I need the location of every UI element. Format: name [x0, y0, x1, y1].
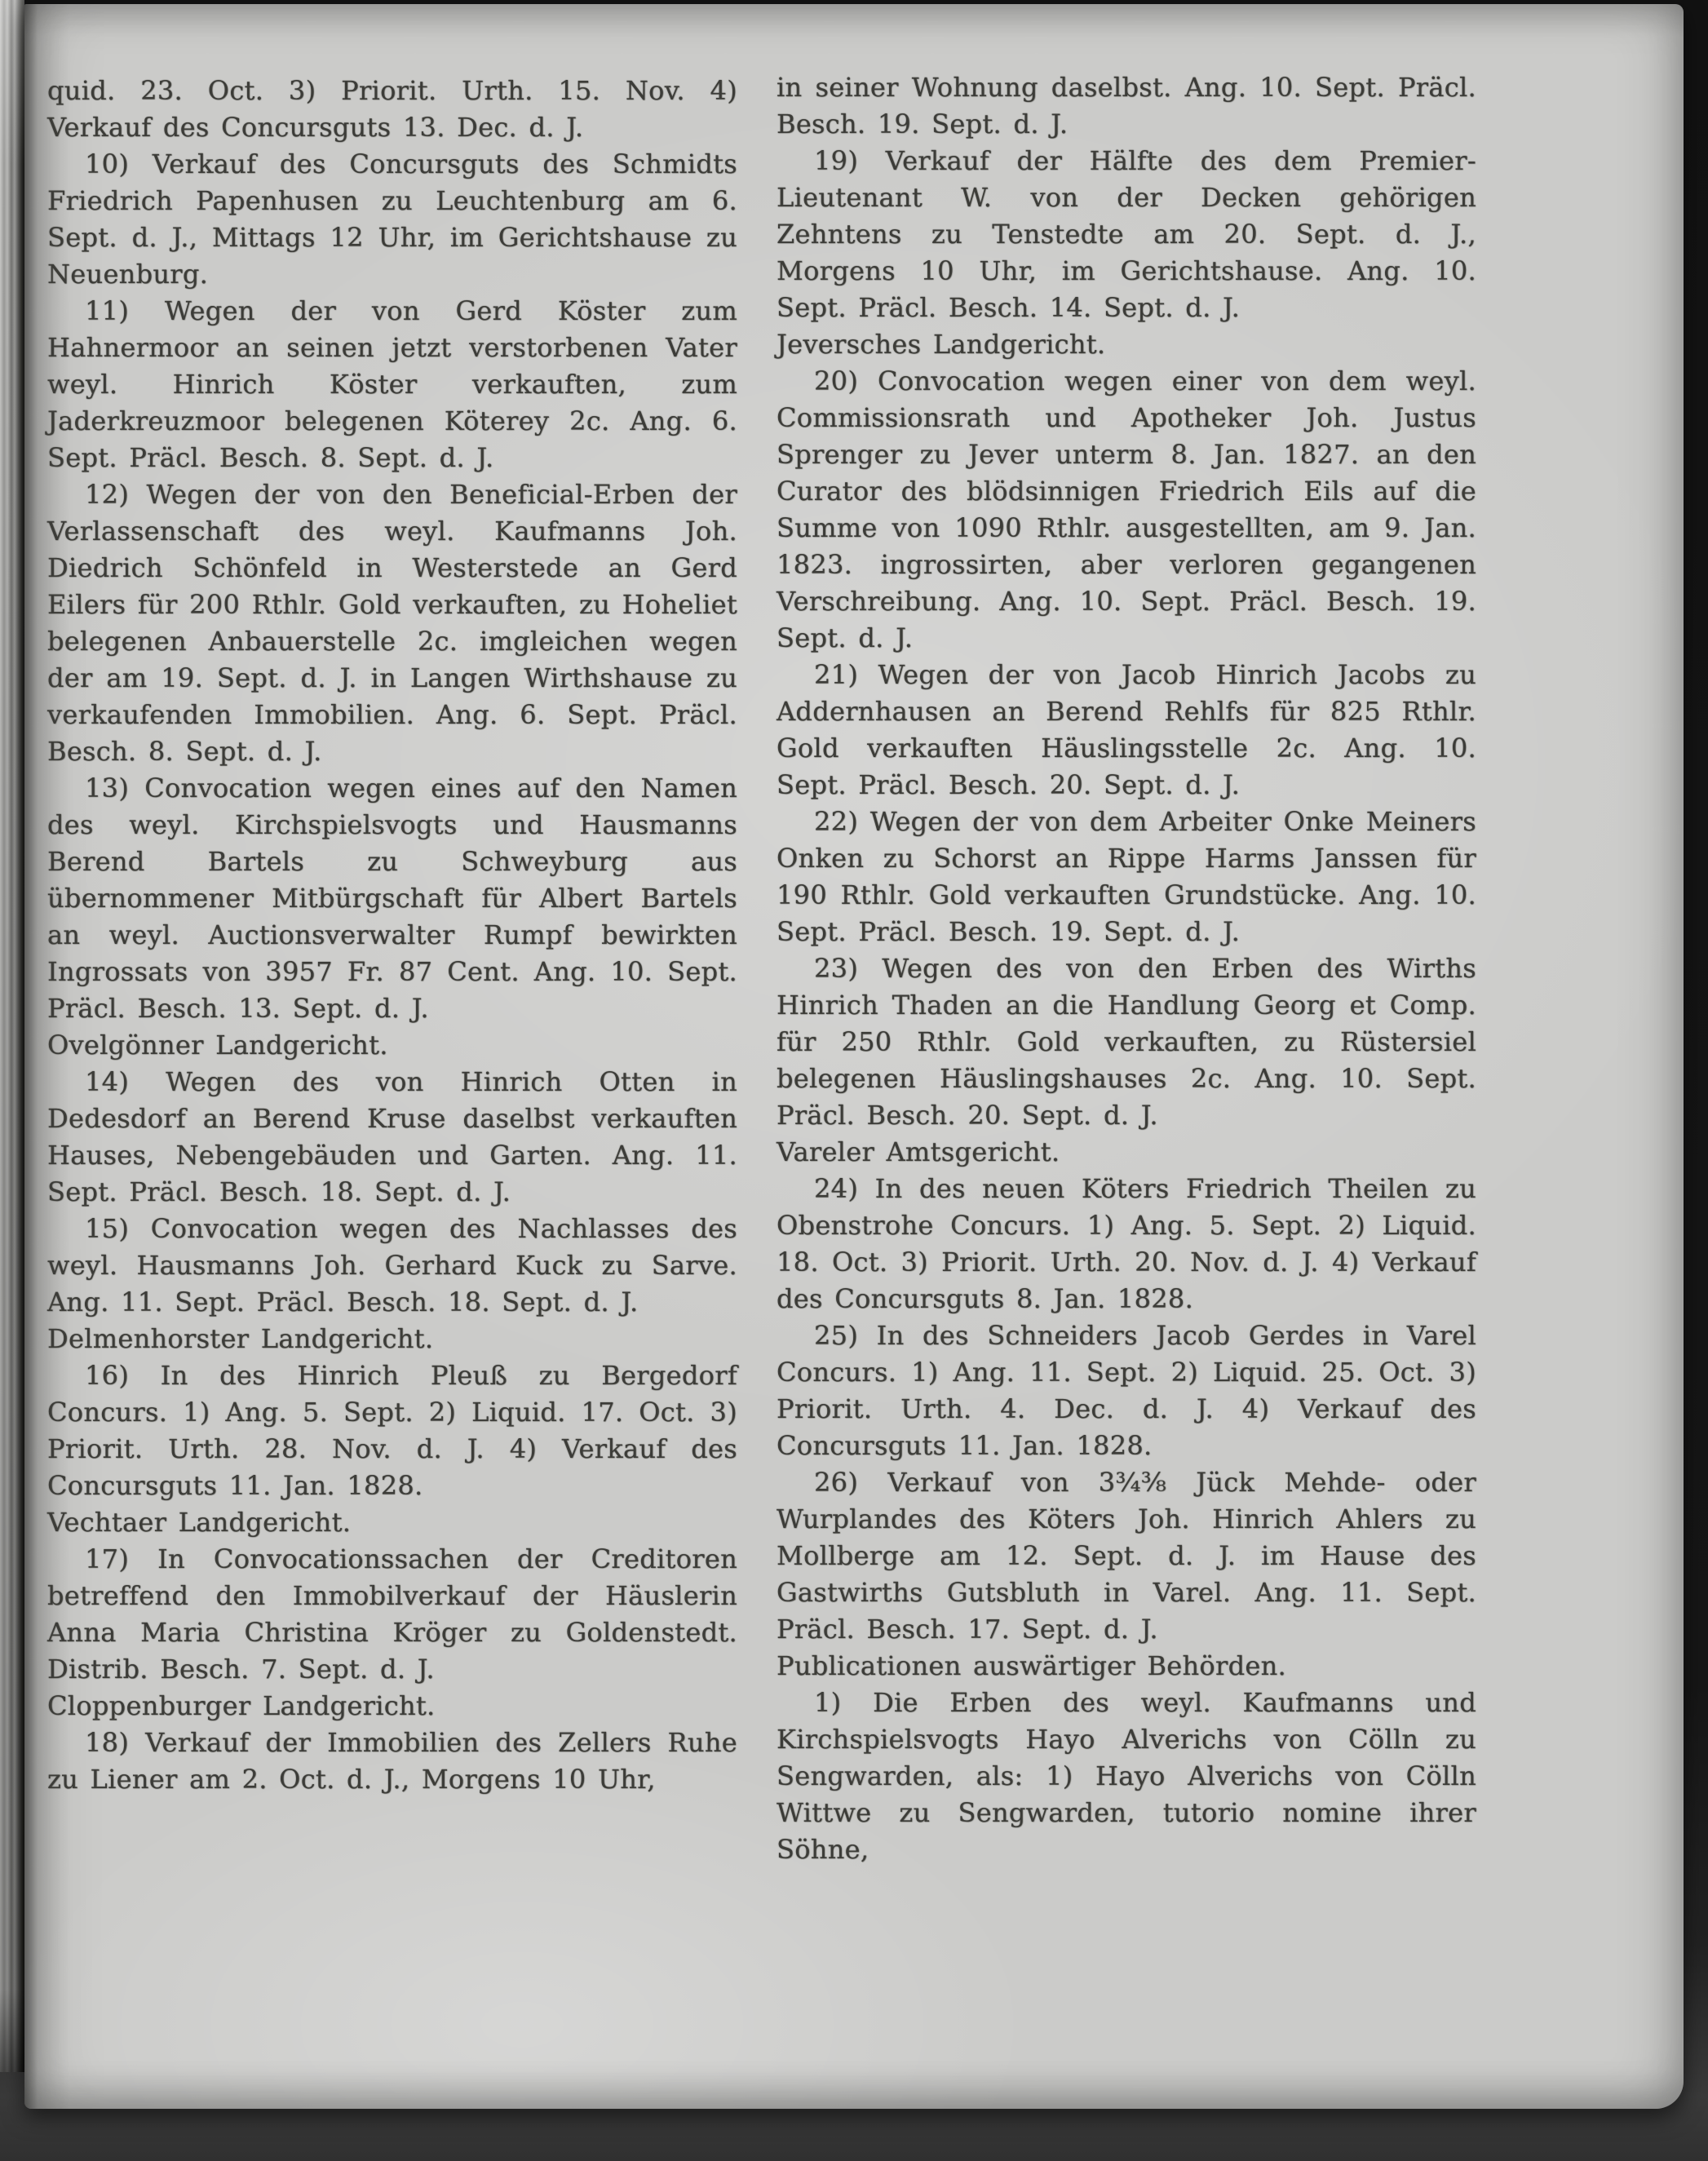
notice-paragraph: 22) Wegen der von dem Arbeiter Onke Meiners Onken zu Schorst an Rippe Harms Janssen für 190 Rthlr. Gold verkauften Grundstücke. Ang. 10. Sept. Präcl. Besch. 19. Sept. d. J. — [777, 806, 1476, 947]
court-heading: Vareler Amtsgericht. — [777, 1136, 1060, 1167]
notice-paragraph: 20) Convocation wegen einer von dem weyl. Commissionsrath und Apotheker Joh. Justus Sprenger zu Jever unterm 8. Jan. 1827. an den Curator des blödsinnigen Friedrich Eils auf die Summe von 1090 Rthlr. ausgestellten, am 9. Jan. 1823. ingrossirten, aber verloren gegangenen Verschreibung. Ang. 10. Sept. Präcl. Besch. 19. Sept. d. J. — [777, 365, 1476, 653]
court-heading: Jeversches Landgericht. — [777, 329, 1106, 360]
notice-paragraph: 16) In des Hinrich Pleuß zu Bergedorf Concurs. 1) Ang. 5. Sept. 2) Liquid. 17. Oct. 3) Priorit. Urth. 28. Nov. d. J. 4) Verkauf des Concursguts 11. Jan. 1828. — [47, 1360, 737, 1501]
court-heading: Ovelgönner Landgericht. — [47, 1030, 388, 1061]
notice-paragraph: 12) Wegen der von den Beneficial-Erben der Verlassenschaft des weyl. Kaufmanns Joh. Diedrich Schönfeld in Westerstede an Gerd Eilers für 200 Rthlr. Gold verkauften, zu Hoheliet belegenen Anbauerstelle 2c. imgleichen wegen der am 19. Sept. d. J. in Langen Wirthshause zu verkaufenden Immobilien. Ang. 6. Sept. Präcl. Besch. 8. Sept. d. J. — [47, 479, 737, 767]
notice-paragraph: 21) Wegen der von Jacob Hinrich Jacobs zu Addernhausen an Berend Rehlfs für 825 Rthlr. Gold verkauften Häuslingsstelle 2c. Ang. 10. Sept. Präcl. Besch. 20. Sept. d. J. — [777, 659, 1476, 800]
notice-paragraph: 25) In des Schneiders Jacob Gerdes in Varel Concurs. 1) Ang. 11. Sept. 2) Liquid. 25. Oct. 3) Priorit. Urth. 4. Dec. d. J. 4) Verkauf des Concursguts 11. Jan. 1828. — [777, 1320, 1476, 1461]
court-heading: Vechtaer Landgericht. — [47, 1507, 352, 1538]
left-text-column — [47, 73, 737, 1798]
court-heading: Delmenhorster Landgericht. — [47, 1323, 434, 1354]
notice-paragraph: 23) Wegen des von den Erben des Wirths Hinrich Thaden an die Handlung Georg et Comp. für 250 Rthlr. Gold verkauften, zu Rüstersiel belegenen Häuslingshauses 2c. Ang. 10. Sept. Präcl. Besch. 20. Sept. d. J. — [777, 953, 1476, 1131]
notice-paragraph: 26) Verkauf von 3¾⅜ Jück Mehde- oder Wurplandes des Köters Joh. Hinrich Ahlers zu Mollberge am 12. Sept. d. J. im Hause des Gastwirths Gutsbluth in Varel. Ang. 11. Sept. Präcl. Besch. 17. Sept. d. J. — [777, 1467, 1476, 1645]
notice-paragraph: 19) Verkauf der Hälfte des dem Premier-Lieutenant W. von der Decken gehörigen Zehntens zu Tenstedte am 20. Sept. d. J., Morgens 10 Uhr, im Gerichtshause. Ang. 10. Sept. Präcl. Besch. 14. Sept. d. J. — [777, 145, 1476, 323]
notice-paragraph: 11) Wegen der von Gerd Köster zum Hahnermoor an seinen jetzt verstorbenen Vater weyl. Hinrich Köster verkauften, zum Jaderkreuzmoor belegenen Köterey 2c. Ang. 6. Sept. Präcl. Besch. 8. Sept. d. J. — [47, 295, 737, 473]
right-text-column — [777, 69, 1476, 1868]
continuation-paragraph: in seiner Wohnung daselbst. Ang. 10. Sept. Präcl. Besch. 19. Sept. d. J. — [777, 72, 1476, 139]
book-spine-page-edges — [0, 0, 24, 2072]
court-heading: Cloppenburger Landgericht. — [47, 1690, 436, 1721]
notice-paragraph: 15) Convocation wegen des Nachlasses des weyl. Hausmanns Joh. Gerhard Kuck zu Sarve. Ang. 11. Sept. Präcl. Besch. 18. Sept. d. J. — [47, 1213, 737, 1317]
gazette-page — [24, 4, 1684, 2109]
notice-paragraph: 10) Verkauf des Concursguts des Schmidts Friedrich Papenhusen zu Leuchtenburg am 6. Sept. d. J., Mittags 12 Uhr, im Gerichtshause zu Neuenburg. — [47, 148, 737, 290]
main-heading: Publicationen auswärtiger Behörden. — [777, 1650, 1286, 1681]
notice-paragraph: 13) Convocation wegen eines auf den Namen des weyl. Kirchspielsvogts und Hausmanns Berend Bartels zu Schweyburg aus übernommener Mitbürgschaft für Albert Bartels an weyl. Auctionsverwalter Rumpf bewirkten Ingrossats von 3957 Fr. 87 Cent. Ang. 10. Sept. Präcl. Besch. 13. Sept. d. J. — [47, 773, 737, 1024]
notice-paragraph: 18) Verkauf der Immobilien des Zellers Ruhe zu Liener am 2. Oct. d. J., Morgens 10 Uhr, — [47, 1727, 737, 1795]
continuation-paragraph: quid. 23. Oct. 3) Priorit. Urth. 15. Nov. 4) Verkauf des Concursguts 13. Dec. d. J. — [47, 75, 737, 143]
notice-paragraph: 17) In Convocationssachen der Creditoren betreffend den Immobilverkauf der Häuslerin Anna Maria Christina Kröger zu Goldenstedt. Distrib. Besch. 7. Sept. d. J. — [47, 1543, 737, 1685]
notice-paragraph: 14) Wegen des von Hinrich Otten in Dedesdorf an Berend Kruse daselbst verkauften Hauses, Nebengebäuden und Garten. Ang. 11. Sept. Präcl. Besch. 18. Sept. d. J. — [47, 1066, 737, 1207]
notice-paragraph: 1) Die Erben des weyl. Kaufmanns und Kirchspielsvogts Hayo Alverichs von Cölln zu Sengwarden, als: 1) Hayo Alverichs von Cölln Wittwe zu Sengwarden, tutorio nomine ihrer Söhne, — [777, 1687, 1476, 1865]
notice-paragraph: 24) In des neuen Köters Friedrich Theilen zu Obenstrohe Concurs. 1) Ang. 5. Sept. 2) Liquid. 18. Oct. 3) Priorit. Urth. 20. Nov. d. J. 4) Verkauf des Concursguts 8. Jan. 1828. — [777, 1173, 1476, 1314]
